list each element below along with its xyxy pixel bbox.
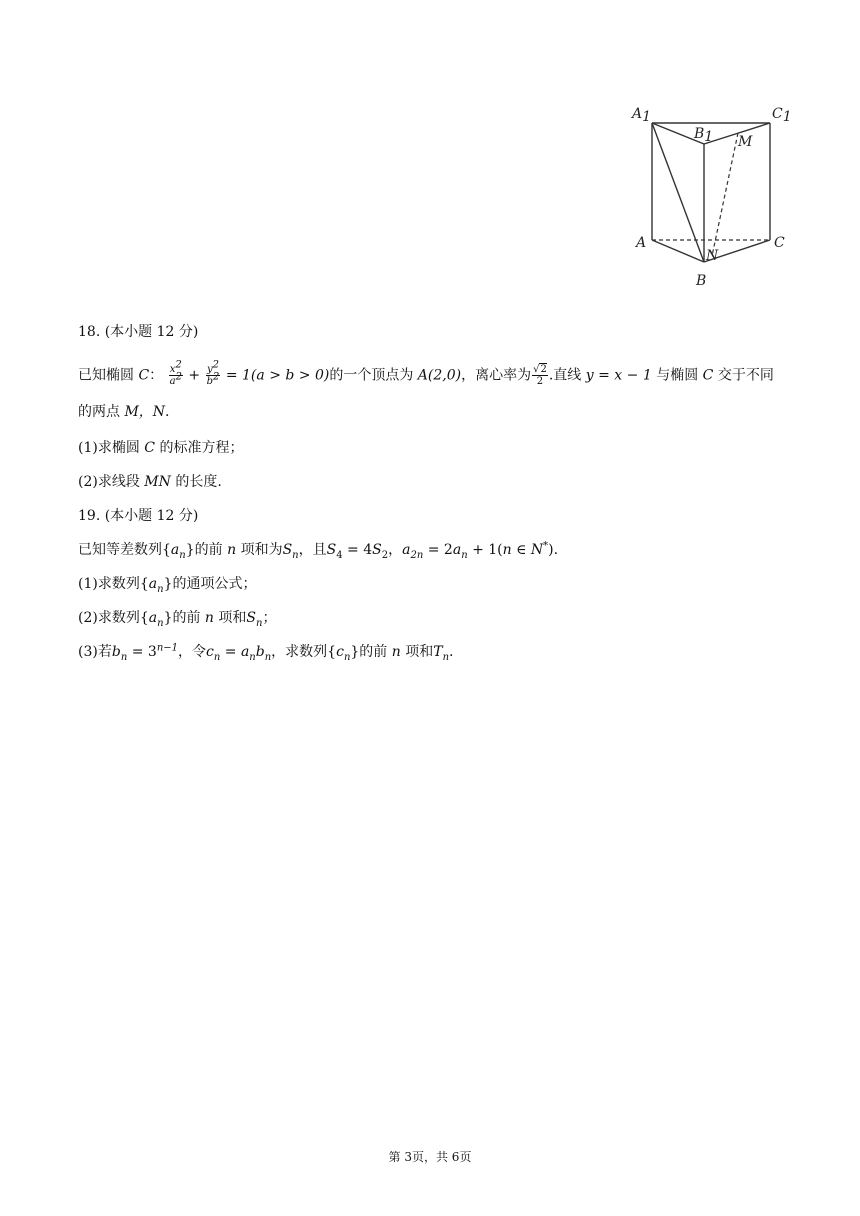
fraction-eccentricity: $\frac{√2}{2}$ (533, 364, 547, 387)
q18-stem-line1: 已知椭圆 C： $\frac{x^2}{a^2}$ + $\frac{y^2}{b^2}$ = 1(a > b > 0)的一个顶点为 A(2,0)，离心率为 $\frac{√2}{2}$ .直线 y = x − 1 与椭圆 C 交于不同 (78, 359, 774, 387)
label-a1: A1 (632, 106, 652, 125)
q19-stem: 已知等差数列$\{a_n\}$的前 n 项和为$S_n$，且$S_4 = 4S_2$，$a_{2n} = 2a_n + 1(n$ ∈ N*). (78, 540, 559, 561)
q18-part2: (2)求线段 MN 的长度. (78, 474, 222, 490)
label-m: M (738, 134, 753, 150)
q19-header: 19. (本小题 12 分) (78, 508, 199, 524)
q19-part1: (1)求数列$\{a_n\}$的通项公式； (78, 576, 257, 595)
q18-stem-line2: 的两点 M，N. (78, 404, 170, 420)
q18-part1: (1)求椭圆 C 的标准方程； (78, 440, 244, 456)
label-b: B (696, 273, 707, 289)
q18-header: 18. (本小题 12 分) (78, 324, 199, 340)
label-c1: C1 (772, 106, 792, 125)
fraction-y2-b2: $\frac{y^2}{b^2}$ (206, 359, 220, 387)
edge-a-b (652, 240, 704, 262)
segment-a1-b (652, 123, 704, 262)
segment-m-n-hidden (712, 133, 738, 256)
label-b1: B1 (694, 126, 714, 145)
page-footer: 第 3页，共 6页 (388, 1150, 472, 1164)
q19-part3: (3)若$b_n = 3^{n-1}$，令$c_n = a_nb_n$，求数列$\{c_n\}$的前 n 项和$T_n$. (78, 642, 454, 663)
fraction-x2-a2: $\frac{x^2}{a^2}$ (169, 359, 182, 387)
prism-diagram (628, 100, 808, 295)
prism-figure (628, 100, 808, 295)
edge-b1-c1 (704, 123, 770, 144)
q19-part2: (2)求数列$\{a_n\}$的前 n 项和$S_n$； (78, 610, 277, 629)
label-c: C (774, 235, 785, 251)
label-a: A (636, 235, 647, 251)
label-n: N (706, 248, 719, 264)
